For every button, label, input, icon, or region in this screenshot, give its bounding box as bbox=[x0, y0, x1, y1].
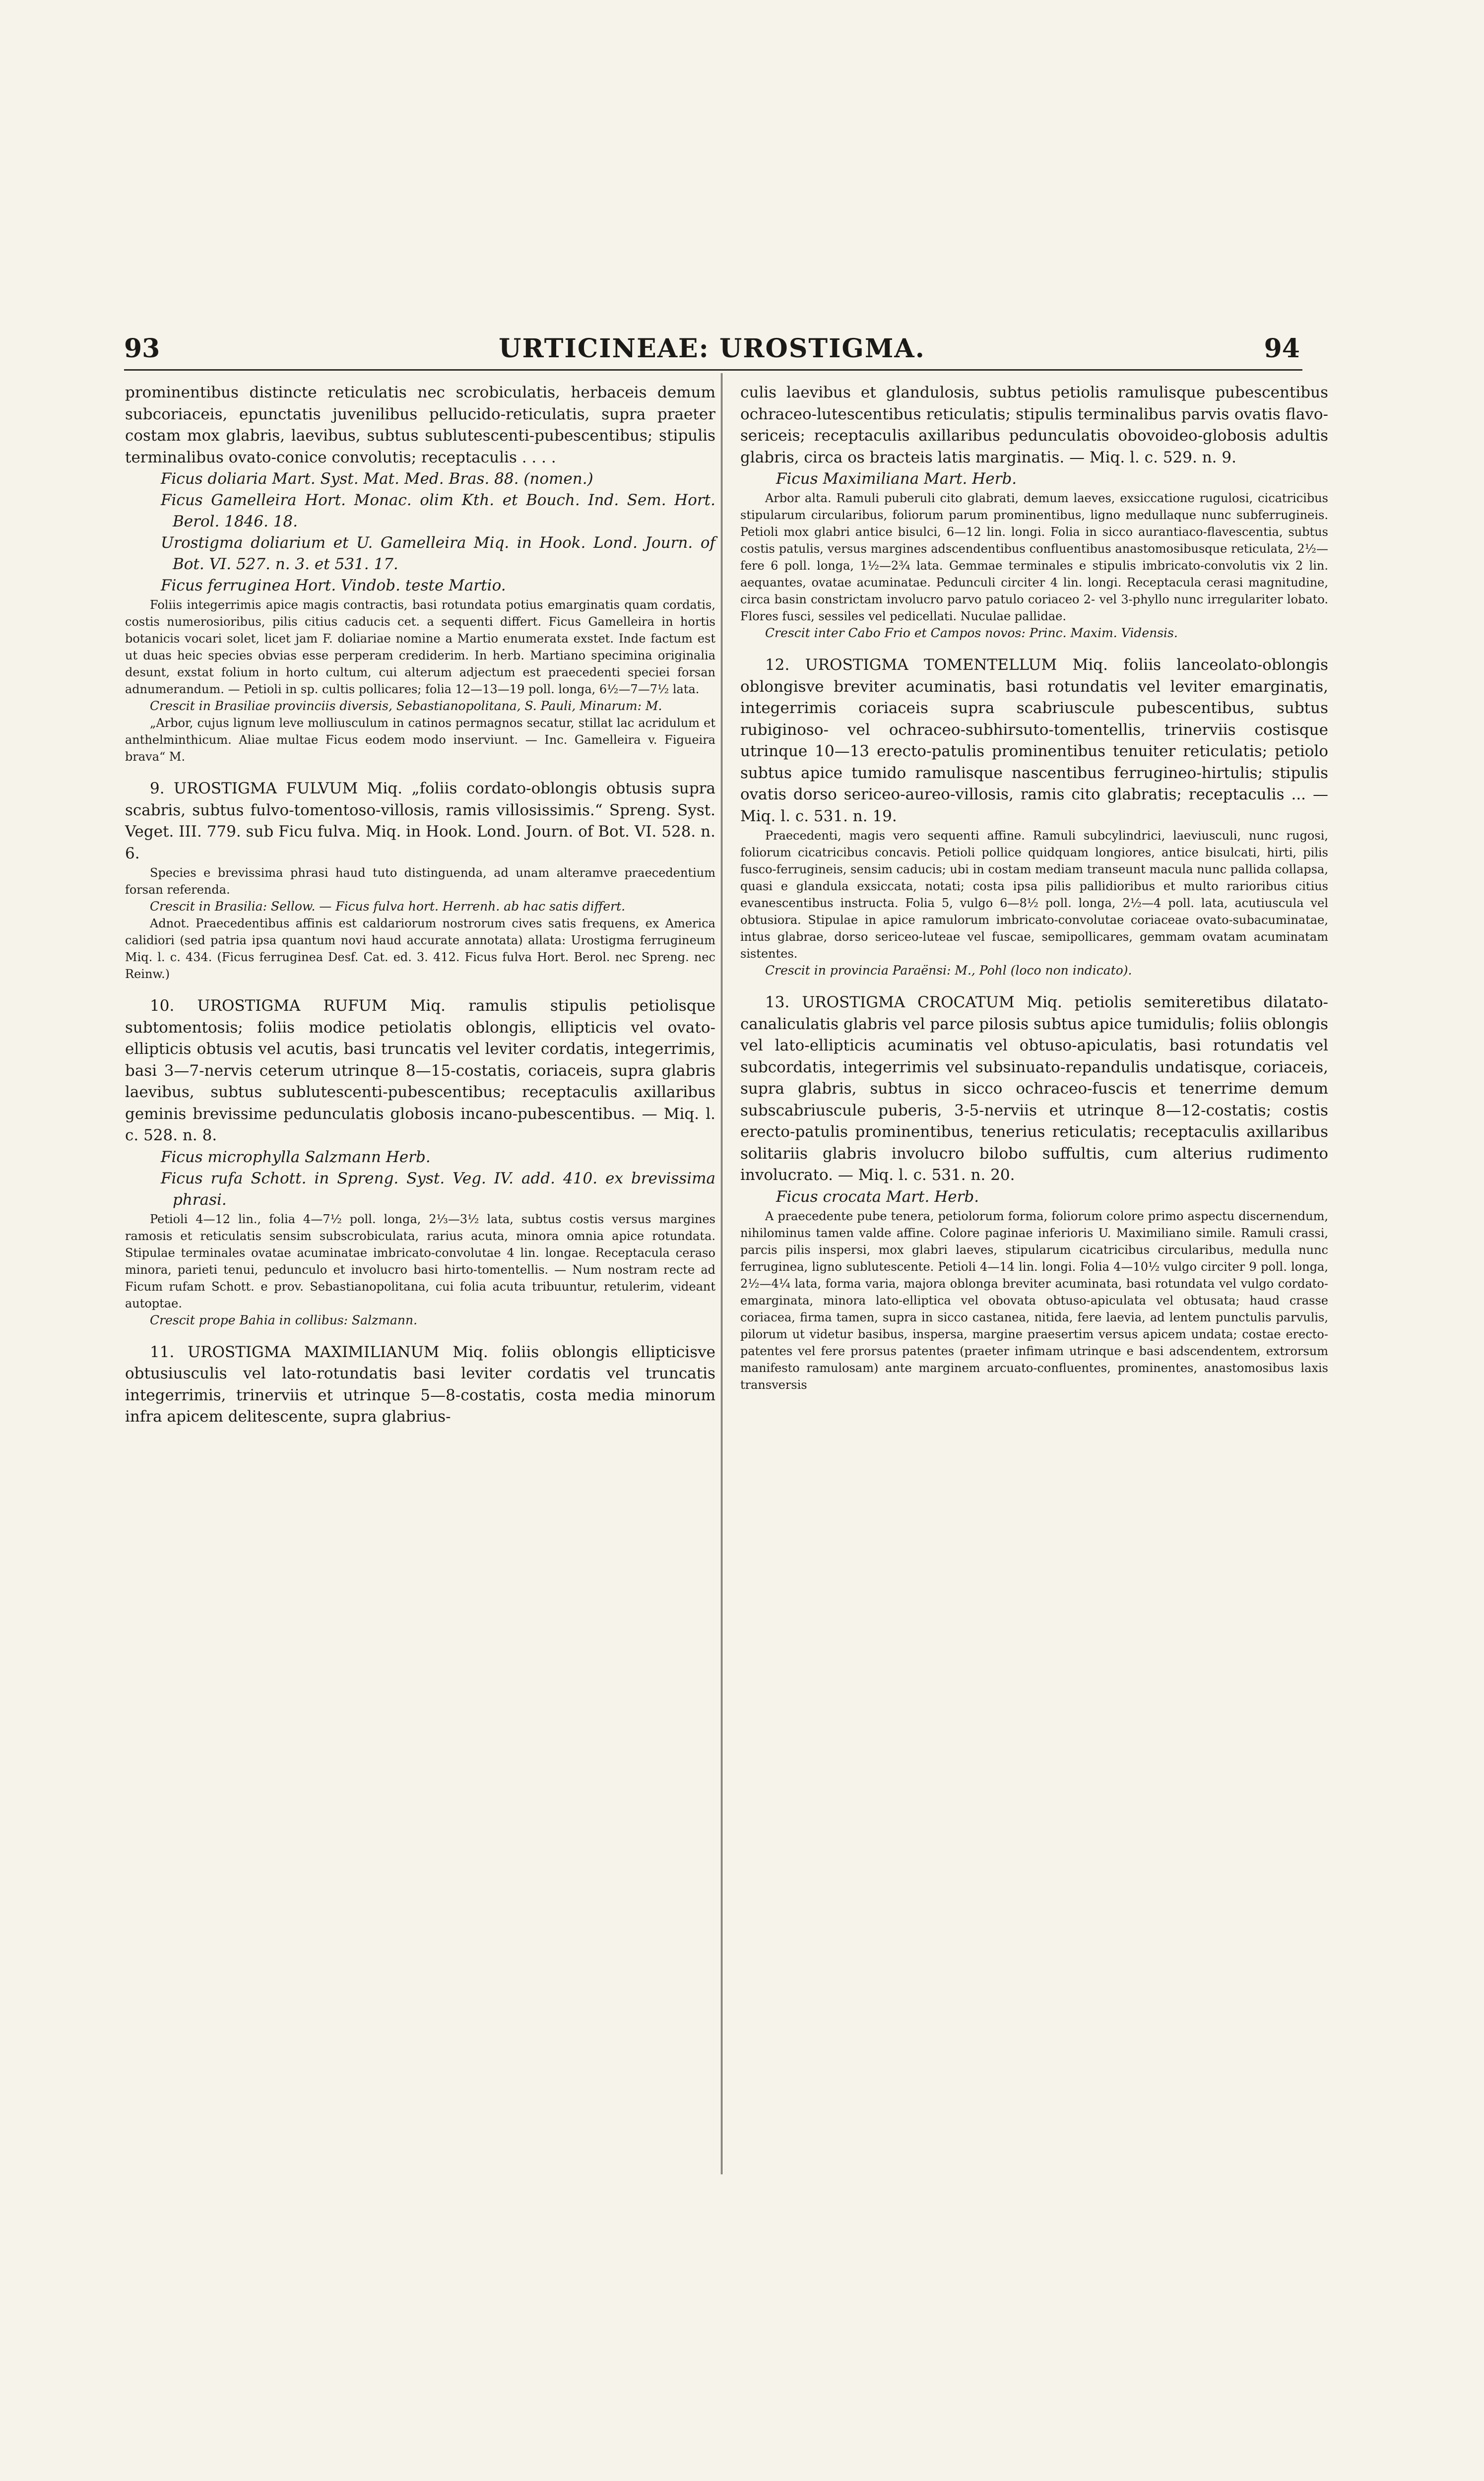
page-number-right: 94 bbox=[1264, 333, 1300, 364]
habitat-note: Crescit prope Bahia in collibus: Salzmann. bbox=[150, 1312, 418, 1327]
habitat-note: Crescit in provincia Paraënsi: M., Pohl (loco non indicato). bbox=[765, 963, 1132, 978]
habitat-note: Crescit in Brasiliae provinciis diversis, Sebastianopolitana, S. Pauli, Minarum: M. bbox=[150, 699, 662, 713]
species-entry-11: 11. UROSTIGMA MAXIMILIANUM Miq. foliis oblongis ellipticisve obtusiusculis vel lato-rotundatis basi leviter cordatis vel truncatis integerrimis, trinerviis et utrinque 5—8-costatis, costa media minorum infra apicem delitescente, supra glabrius- bbox=[125, 1343, 715, 1426]
synonym: Ficus crocata Mart. Herb. bbox=[776, 1187, 979, 1206]
species-note: Foliis integerrimis apice magis contractis, basi rotundata potius emarginatis quam cordatis, costis numerosioribus, pilis citius caducis cet. a sequenti differt. Ficus Gamelleira in hortis botanicis vocari solet, licet jam F. doliariae nomine a Martio enumerata exstet. Inde factum est ut duas heic species obvias esse perperam crediderim. In herb. Martiano specimina originalia desunt, exstat folium in horto cultum, cui alterum adjectum est praecedenti speciei forsan adnumerandum. — Petioli in sp. cultis pollicares; folia 12—13—19 poll. longa, 6½—7—7½ lata. bbox=[125, 598, 715, 696]
species-note: Arbor alta. Ramuli puberuli cito glabrati, demum laeves, exsiccatione rugulosi, cicatricibus stipularum circularibus, foliorum parum prominentibus, ligno medullaque nunc subferrugineis. Petioli mox glabri antice bisulci, 6—12 lin. longi. Folia in sicco aurantiaco-flavescentia, subtus costis patulis, versus margines adscendentibus confluentibus anastomosibusque reticulata, 2½—fere 6 poll. longa, 1½—2¾ lata. Gemmae terminales e stipulis imbricato-convolutis vix 2 lin. aequantes, ovatae acuminatae. Pedunculi circiter 4 lin. longi. Receptacula cerasi magnitudine, circa basin constrictam involucro parvo patulo coriaceo 2- vel 3-phyllo nunc irregulariter lobato. Flores fusci, sessiles vel pedicellati. Nuculae pallidae. bbox=[740, 491, 1328, 623]
species-entry-12: 12. UROSTIGMA TOMENTELLUM Miq. foliis lanceolato-oblongis oblongisve breviter acuminatis, basi rotundatis vel leviter emarginatis, integerrimis coriaceis supra scabriuscule pubescentibus, subtus rubiginoso- vel ochraceo-subhirsuto-tomentellis, trinerviis costisque utrinque 10—13 erecto-patulis prominentibus tenuiter reticulatis; petiolo subtus apice tumido ramulisque nascentibus ferrugineo-hirtulis; stipulis ovatis dorso sericeo-aureo-villosis, ramis cito glabratis; receptaculis ... — Miq. l. c. 531. n. 19. bbox=[740, 656, 1328, 825]
continued-description: prominentibus distincte reticulatis nec scrobiculatis, herbaceis demum subcoriaceis, epunctatis juvenilibus pellucido-reticulatis, supra praeter costam mox glabris, laevibus, subtus sublutescenti-pubescentibus; stipulis terminalibus ovato-conice convolutis; receptaculis . . . . bbox=[125, 384, 715, 466]
species-entry-13: 13. UROSTIGMA CROCATUM Miq. petiolis semiteretibus dilatato-canaliculatis glabris vel parce pilosis subtus apice tumidulis; foliis oblongis vel lato-ellipticis acuminatis vel obtuso-apiculatis, basi rotundatis vel subcordatis, integerrimis vel subsinuato-repandulis undatisque, coriaceis, supra glabris, subtus in sicco ochraceo-fuscis et tenerrime demum subscabriuscule puberis, 3-5-nerviis et utrinque 8—12-costatis; costis erecto-patulis prominentibus, tenerius reticulatis; receptaculis axillaribus solitariis glabris involucro bilobo suffultis, cum alterius rudimento involucrato. — Miq. l. c. 531. n. 20. bbox=[740, 993, 1328, 1184]
synonym: Ficus microphylla Salzmann Herb. bbox=[161, 1148, 431, 1166]
habitat-note: Crescit inter Cabo Frio et Campos novos: Princ. Maxim. Vidensis. bbox=[765, 626, 1178, 640]
running-header bbox=[124, 333, 1300, 368]
synonym: Urostigma doliarium et U. Gamelleira Miq. in Hook. Lond. Journ. of Bot. VI. 527. n. 3. et 531. 17. bbox=[161, 534, 715, 573]
species-note: Praecedenti, magis vero sequenti affine. Ramuli subcylindrici, laeviusculi, nunc rugosi, foliorum cicatricibus concavis. Petioli pollice quidquam longiores, antice bisulcati, hirti, pilis fusco-ferrugineis, sensim caducis; ubi in costam mediam transeunt macula nunc pallida collapsa, quasi e glandula exsiccata, notati; costa ipsa pilis pallidioribus et multo rarioribus citius evanescentibus instructa. Folia 5, vulgo 6—8½ poll. longa, 2½—4 poll. lata, acutiuscula vel obtusiora. Stipulae in apice ramulorum imbricato-convolutae coriaceae ovato-subacuminatae, intus glabrae, dorso sericeo-luteae vel fuscae, semipollicares, gemmam ovatam acuminatam sistentes. bbox=[740, 829, 1328, 961]
running-title: URTICINEAE: UROSTIGMA. bbox=[499, 333, 925, 364]
quotation-note: „Arbor, cujus lignum leve molliusculum in catinos permagnos secatur, stillat lac acridulum et anthelminthicum. Aliae multae Ficus eodem modo inserviunt. — Inc. Gamelleira v. Figueira brava“ M. bbox=[125, 716, 715, 764]
species-entry-9: 9. UROSTIGMA FULVUM Miq. „foliis cordato-oblongis obtusis supra scabris, subtus fulvo-tomentoso-villosis, ramis villosissimis.“ Spreng. Syst. Veget. III. 779. sub Ficu fulva. Miq. in Hook. Lond. Journ. of Bot. VI. 528. n. 6. bbox=[125, 780, 715, 862]
synonym: Ficus Gamelleira Hort. Monac. olim Kth. et Bouch. Ind. Sem. Hort. Berol. 1846. 18. bbox=[161, 491, 715, 530]
habitat-note: Crescit in Brasilia: Sellow. — Ficus fulva hort. Herrenh. ab hac satis differt. bbox=[150, 899, 626, 914]
right-column bbox=[740, 382, 1328, 1393]
species-entry-10: 10. UROSTIGMA RUFUM Miq. ramulis stipulis petiolisque subtomentosis; foliis modice petiolatis oblongis, ellipticis vel ovato-ellipticis obtusis vel acutis, basi truncatis vel leviter cordatis, integerrimis, basi 3—7-nervis ceterum utrinque 8—15-costatis, coriaceis, supra glabris laevibus, subtus sublutescenti-pubescentibus; receptaculis axillaribus geminis brevissime pedunculatis globosis incano-pubescentibus. — Miq. l. c. 528. n. 8. bbox=[125, 997, 715, 1144]
left-column bbox=[125, 382, 715, 1428]
species-note: Petioli 4—12 lin., folia 4—7½ poll. longa, 2⅓—3½ lata, subtus costis versus margines ramosis et reticulatis sensim subscrobiculata, rarius acuta, minora omnia apice rotundata. Stipulae terminales ovatae acuminatae imbricato-convolutae 4 lin. longae. Receptacula ceraso minora, parieti tenui, pedunculo et involucro basi hirto-tomentellis. — Num nostram recte ad Ficum rufam Schott. e prov. Sebastianopolitana, cui folia acuta tribuuntur, retulerim, videant autoptae. bbox=[125, 1212, 715, 1310]
page-number-left: 93 bbox=[124, 333, 160, 364]
synonym: Ficus doliaria Mart. Syst. Mat. Med. Bras. 88. (nomen.) bbox=[161, 470, 593, 488]
header-rule bbox=[124, 369, 1302, 371]
species-note: Species e brevissima phrasi haud tuto distinguenda, ad unam alteramve praecedentium forsan referenda. bbox=[125, 866, 715, 897]
synonym: Ficus rufa Schott. in Spreng. Syst. Veg. IV. add. 410. ex brevissima phrasi. bbox=[161, 1169, 715, 1209]
species-note: A praecedente pube tenera, petiolorum forma, foliorum colore primo aspectu discernendum, nihilominus tamen valde affine. Colore paginae inferioris U. Maximiliano simile. Ramuli crassi, parcis pilis inspersi, mox glabri laeves, stipularum cicatricibus circularibus, medulla nunc ferruginea, ligno sublutescente. Petioli 4—14 lin. longi. Folia 4—10½ vulgo circiter 9 poll. longa, 2½—4¼ lata, forma varia, majora oblonga breviter acuminata, basi rotundata vel vulgo cordato-emarginata, minora lato-elliptica vel obovata obtuso-apiculata vel obtusata; haud crasse coriacea, firma tamen, supra in sicco castanea, nitida, fere laevia, ad lentem punctulis parvulis, pilorum ut videtur basibus, inspersa, margine praesertim versus apicem undata; costae erecto-patentes vel fere prorsus patentes (praeter infimam utrinque e basi adscendentem, extrorsum manifesto ramulosam) ante marginem arcuato-confluentes, prominentes, anastomosibus laxis transversis bbox=[740, 1209, 1328, 1392]
adnotation: Adnot. Praecedentibus affinis est caldariorum nostrorum cives satis frequens, ex America calidiori (sed patria ipsa quantum novi haud accurate annotata) allata: Urostigma ferrugineum Miq. l. c. 434. (Ficus ferruginea Desf. Cat. ed. 3. 412. Ficus fulva Hort. Berol. nec Spreng. nec Reinw.) bbox=[125, 916, 715, 981]
column-divider bbox=[721, 373, 725, 2174]
synonym: Ficus Maximiliana Mart. Herb. bbox=[776, 470, 1017, 488]
synonym: Ficus ferruginea Hort. Vindob. teste Martio. bbox=[161, 577, 506, 594]
continued-description: culis laevibus et glandulosis, subtus petiolis ramulisque pubescentibus ochraceo-lutescentibus reticulatis; stipulis terminalibus parvis ovatis flavo-sericeis; receptaculis axillaribus pedunculatis obovoideo-globosis adultis glabris, circa os bracteis latis marginatis. — Miq. l. c. 529. n. 9. bbox=[740, 384, 1328, 466]
